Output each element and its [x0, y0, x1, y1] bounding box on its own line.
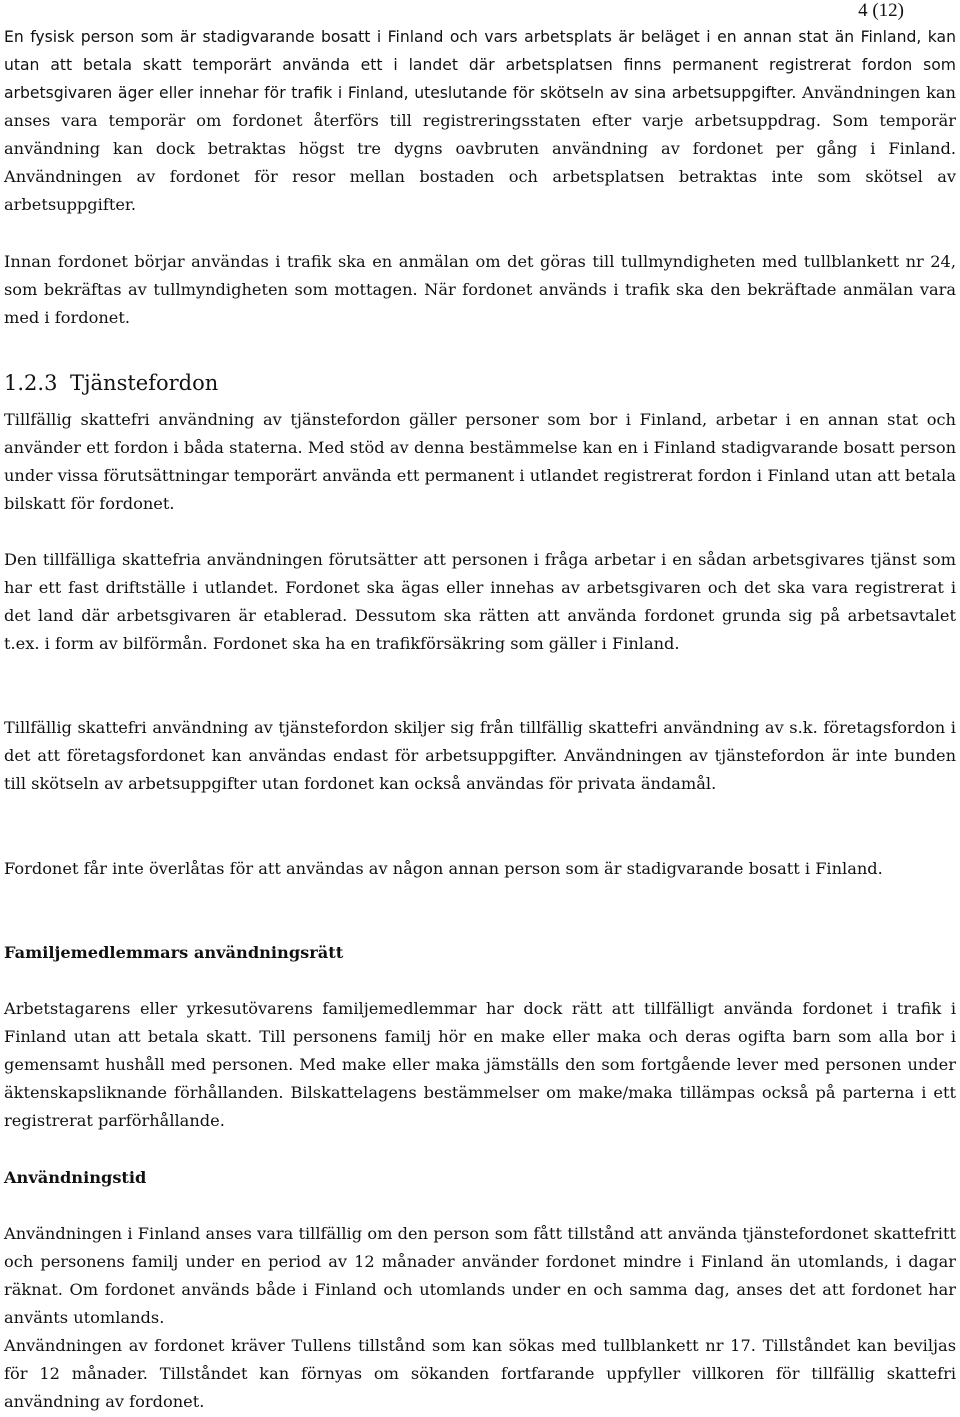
paragraph-6: Fordonet får inte överlåtas för att användas av någon annan person som är stadigvarande bosatt i Finland.: [4, 859, 883, 878]
paragraph-9: Användningen av fordonet kräver Tullens tillstånd som kan sökas med tullblankett nr 17. Tillståndet kan beviljas för 12 månader. Tillståndet kan förnyas om sökanden fortfarande uppfyller villkoren för tillfällig skattefri användning av fordonet.: [4, 1336, 956, 1411]
paragraph-5: Tillfällig skattefri användning av tjänstefordon skiljer sig från tillfällig skattefri användning av s.k. företagsfordon i det att företagsfordonet kan användas endast för arbetsuppgifter. Användningen av tjänstefordon är inte bunden till skötseln av arbetsuppgifter utan fordonet kan också användas för privata ändamål.: [4, 718, 956, 793]
paragraph-7: Arbetstagarens eller yrkesutövarens familjemedlemmar har dock rätt att tillfälligt använda fordonet i trafik i Finland utan att betala skatt. Till personens familj hör en make eller maka och deras ogifta barn som alla bor i gemensamt hushåll med personen. Med make eller maka jämställs den som fortgående lever med personen under äktenskapsliknande förhållanden. Bilskattelagens bestämmelser om make/maka tillämpas också på parterna i ett registrerat parförhållande.: [4, 999, 956, 1130]
paragraph-1: [4, 23, 956, 219]
paragraph-4: Den tillfälliga skattefria användningen förutsätter att personen i fråga arbetar i en sådan arbetsgivares tjänst som har ett fast driftställe i utlandet. Fordonet ska ägas eller innehas av arbetsgivaren och det ska vara registrerat i det land där arbetsgivaren är etablerad. Dessutom ska rätten att använda fordonet grunda sig på arbetsavtalet t.ex. i form av bilförmån. Fordonet ska ha en trafikförsäkring som gäller i Finland.: [4, 550, 956, 653]
paragraph-1-intro: En fysisk person som är stadigvarande bosatt i Finland och vars arbetsplats är beläget i en annan stat än Finland, kan utan att betala skatt temporärt använda ett i landet där arbetsplatsen finns permanent registrerat fordon som arbetsgivaren äger eller innehar för trafik i Finland, uteslutande för skötseln av sina arbetsuppgifter.: [4, 28, 956, 102]
paragraph-1-rest: Användningen kan anses vara temporär om fordonet återförs till registreringsstaten efter varje arbetsuppdrag. Som temporär användning kan dock betraktas högst tre dygns oavbruten användning av fordonet per gång i Finland. Användningen av fordonet för resor mellan bostaden och arbetsplatsen betraktas inte som skötsel av arbetsuppgifter.: [4, 83, 956, 214]
paragraph-8: Användningen i Finland anses vara tillfällig om den person som fått tillstånd att använda tjänstefordonet skattefritt och personens familj under en period av 12 månader använder fordonet mindre i Finland än utomlands, i dagar räknat. Om fordonet används både i Finland och utomlands under en och samma dag, anses det att fordonet har använts utomlands.: [4, 1224, 956, 1327]
paragraph-2: Innan fordonet börjar användas i trafik ska en anmälan om det göras till tullmyndigheten med tullblankett nr 24, som bekräftas av tullmyndigheten som mottagen. När fordonet används i trafik ska den bekräftade anmälan vara med i fordonet.: [4, 252, 956, 327]
section-title: Tjänstefordon: [70, 371, 219, 395]
subheading-family: Familjemedlemmars användningsrätt: [4, 943, 344, 962]
subheading-usage-time: Användningstid: [4, 1168, 147, 1187]
section-heading: [4, 369, 218, 397]
page-number: 4 (12): [858, 0, 904, 21]
paragraph-3: Tillfällig skattefri användning av tjänstefordon gäller personer som bor i Finland, arbetar i en annan stat och använder ett fordon i båda staterna. Med stöd av denna bestämmelse kan en i Finland stadigvarande bosatt person under vissa förutsättningar temporärt använda ett permanent i utlandet registrerat fordon i Finland utan att betala bilskatt för fordonet.: [4, 410, 956, 513]
section-number: 1.2.3: [4, 371, 58, 395]
